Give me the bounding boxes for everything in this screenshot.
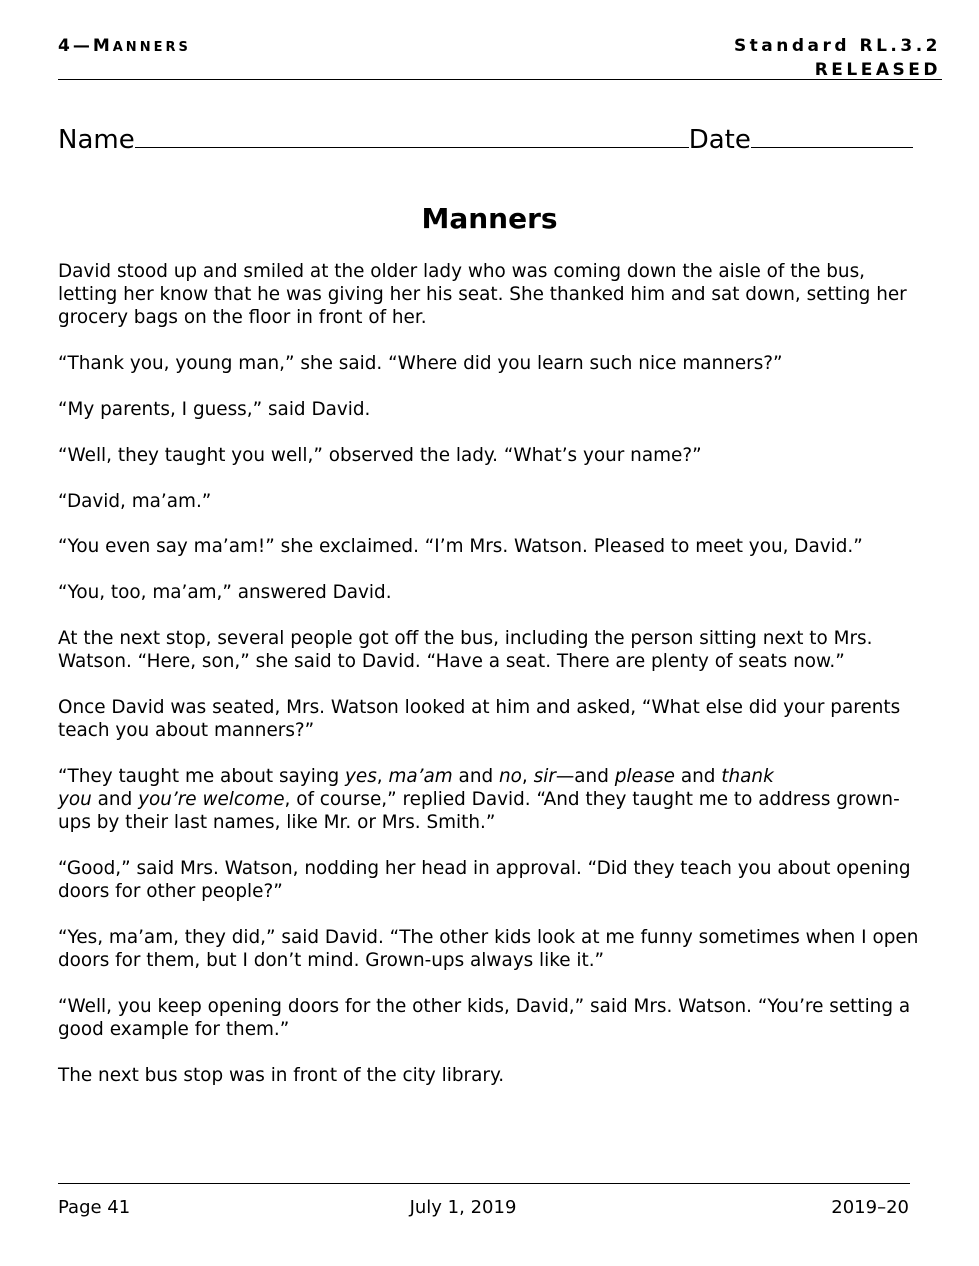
text-run: —and [555,765,615,787]
italic-run: yes [345,765,377,787]
italic-run: you [58,789,92,811]
text-run: and [91,789,139,811]
story-paragraph: Once David was seated, Mrs. Watson looked at him and asked, “What else did your parents teach you about manners?” [58,696,901,742]
date-label: Date [688,125,751,155]
story-paragraph: The next bus stop was in front of the city library. [58,1065,505,1087]
header-divider [58,79,942,80]
story-paragraph: At the next stop, several people got off the bus, including the person sitting next to Mrs. Watson. “Here, son,” she said to David. “Have a seat. There are plenty of seats now.” [58,627,873,673]
header-unit-prefix: 4—M [58,36,113,56]
italic-run: thank [721,765,774,787]
story-paragraph: David stood up and smiled at the older lady who was coming down the aisle of the bus, letting her know that he was giving her his seat. She thanked him and sat down, setting her grocery bags on the floor in front of her. [58,261,907,329]
story-paragraph-manners-list [58,765,928,835]
text-run: and [675,765,722,787]
story-paragraph: “You, too, ma’am,” answered David. [58,582,392,604]
italic-run: you’re welcome [138,789,285,811]
footer-date: July 1, 2019 [409,1197,517,1218]
text-run: , [521,765,534,787]
name-label: Name [58,125,135,155]
header-standard-code: Standard RL.3.2 [733,36,941,56]
text-run: , of course,” replied David. “And they taught me to address grown-ups by their last names, like Mr. or Mrs. Smith.” [58,789,900,834]
text-run: , [376,765,389,787]
header-standard [734,34,941,82]
story-paragraph: “Good,” said Mrs. Watson, nodding her head in approval. “Did they teach you about opening doors for other people?” [58,858,911,903]
story-paragraph: “Well, they taught you well,” observed the lady. “What’s your name?” [58,444,702,466]
story-paragraph: “Yes, ma’am, they did,” said David. “The other kids look at me funny sometimes when I open doors for them, but I don’t mind. Grown-ups always like it.” [58,927,919,972]
story-paragraph: “Thank you, young man,” she said. “Where did you learn such nice manners?” [58,353,783,375]
story-paragraph: “My parents, I guess,” said David. [58,399,371,420]
italic-run: sir [533,765,556,787]
header-released-label: RELEASED [814,60,941,80]
header-unit-rest: ANNERS [112,40,191,55]
story-paragraph: “David, ma’am.” [58,490,212,512]
story-body [58,260,928,1110]
text-run: “They taught me about saying [58,765,345,787]
story-paragraph: “You even say ma’am!” she exclaimed. “I’m Mrs. Watson. Pleased to meet you, David.” [58,536,863,558]
story-title: Manners [421,202,558,235]
italic-run: please [614,765,675,787]
name-date-line [58,125,928,155]
footer-school-year: 2019–20 [831,1197,909,1218]
name-blank [135,125,689,148]
footer-page-number: Page 41 [58,1197,131,1218]
story-paragraph: “Well, you keep opening doors for the other kids, David,” said Mrs. Watson. “You’re setting a good example for them.” [58,996,911,1041]
italic-run: ma’am [388,765,453,787]
header-unit-title [58,36,191,56]
date-blank [751,125,913,148]
footer-divider [58,1183,910,1184]
text-run: and [452,765,499,787]
italic-run: no [499,765,522,787]
